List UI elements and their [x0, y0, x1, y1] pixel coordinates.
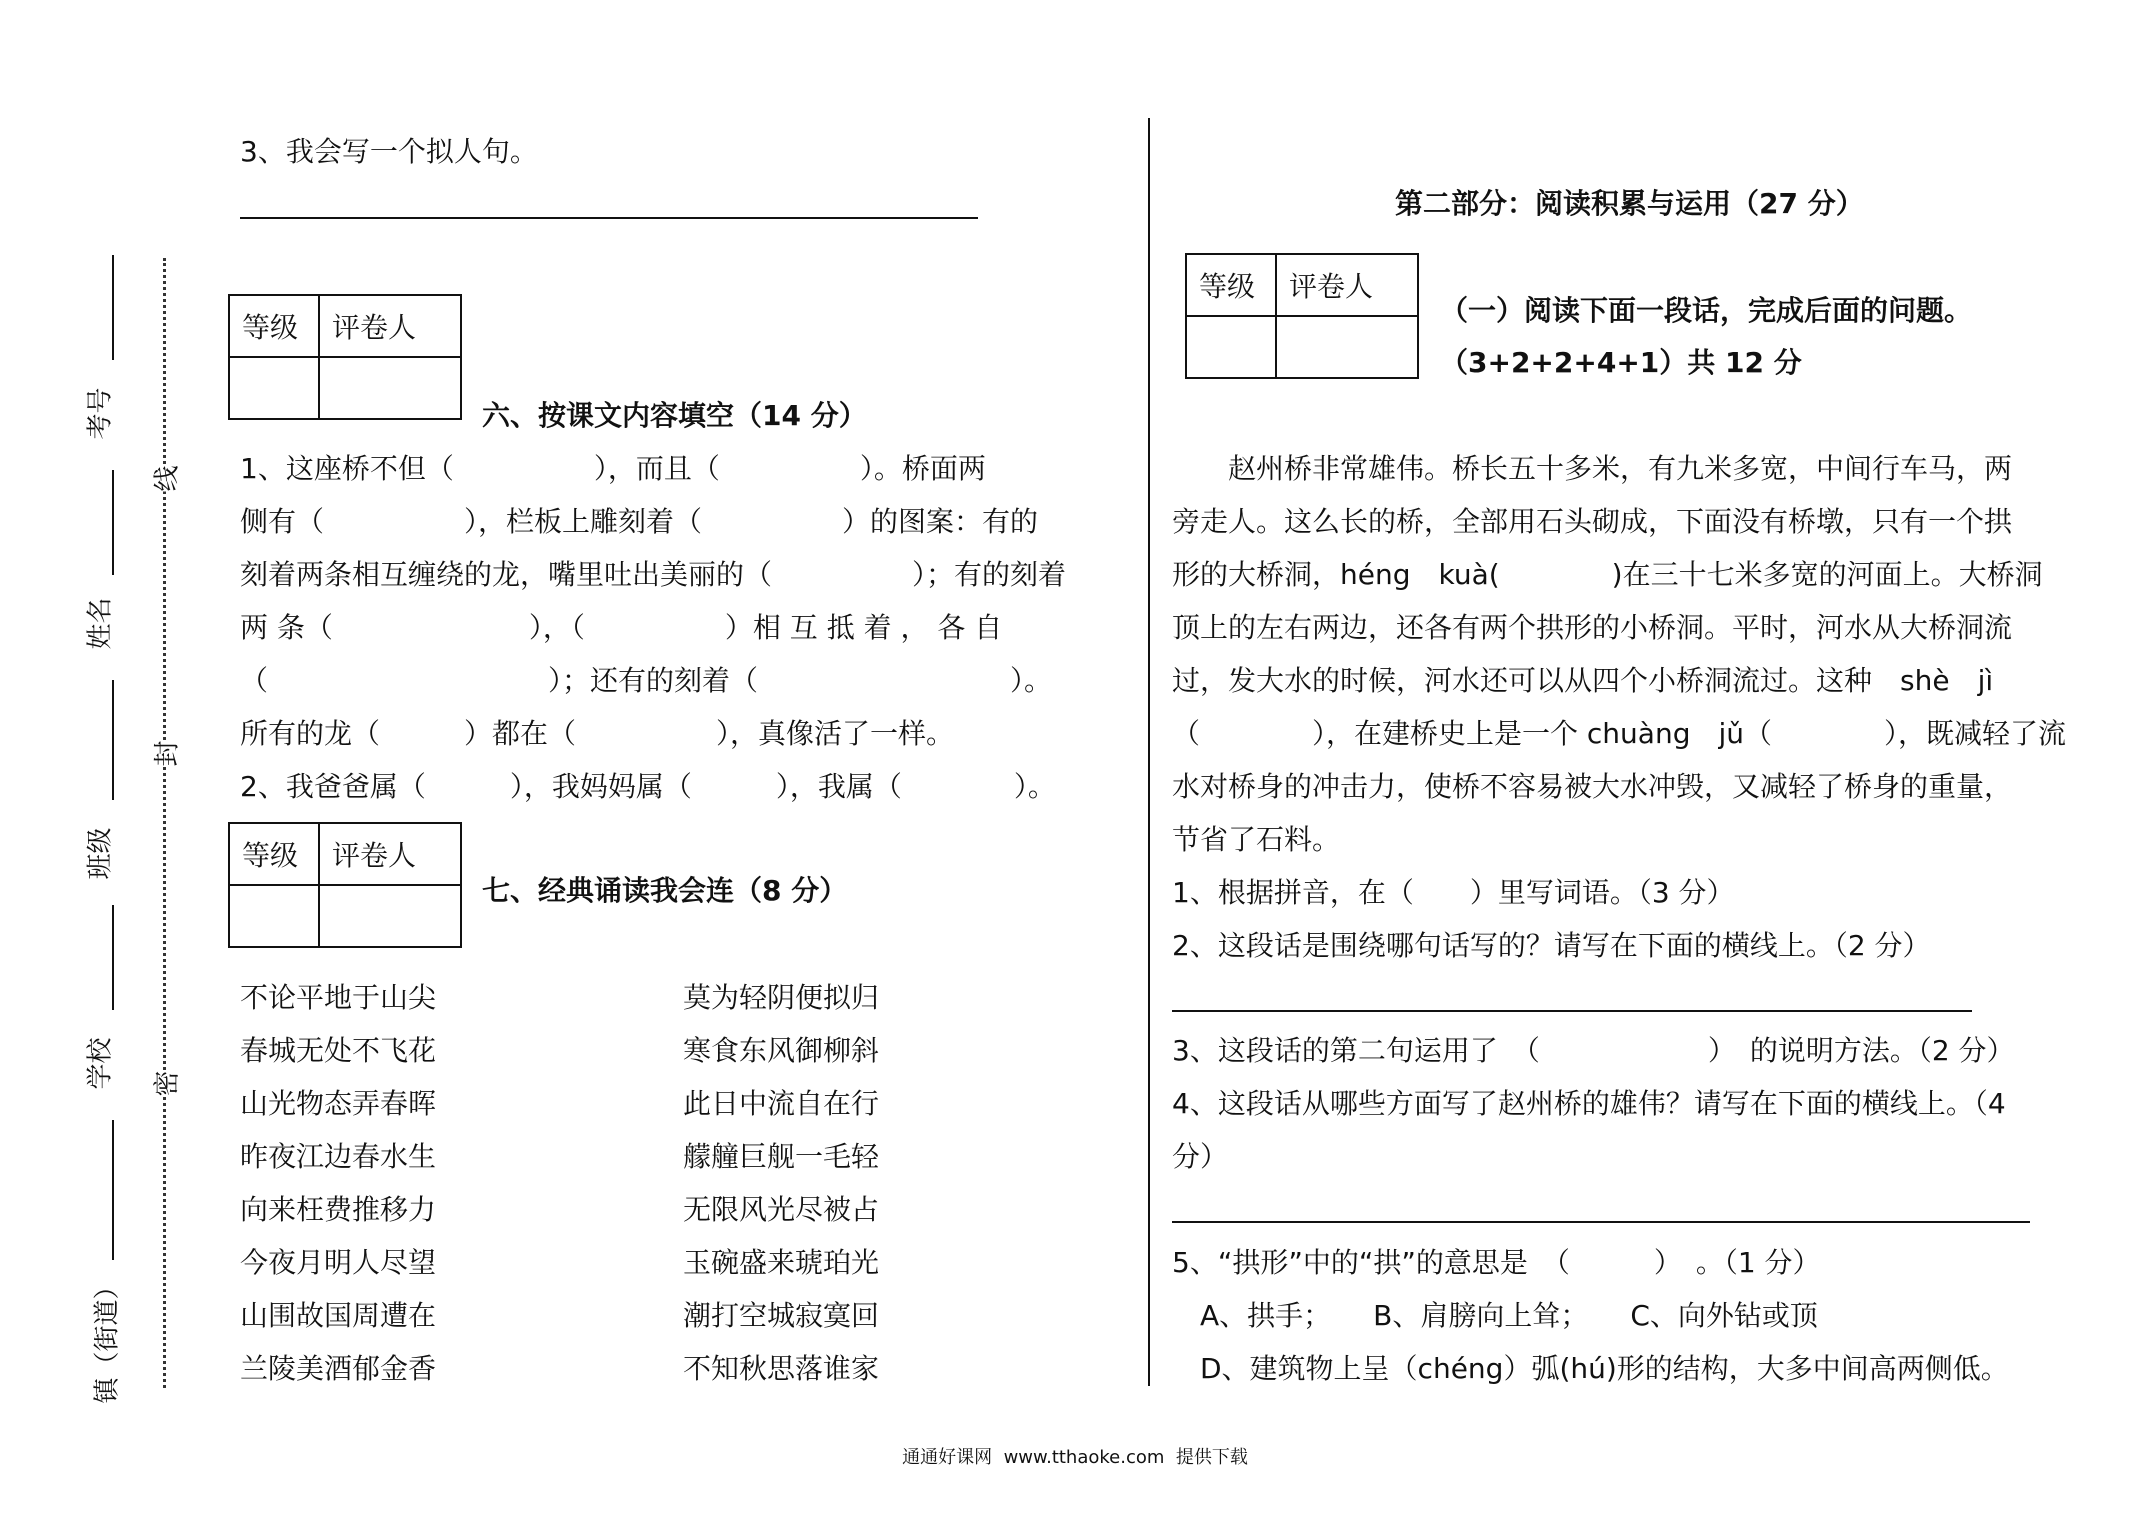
passage-line: 旁走人。这么长的桥，全部用石头砌成，下面没有桥墩，只有一个拱 [1172, 505, 2013, 538]
question-5-options-abc[interactable]: A、拱手； B、肩膀向上耸； C、向外钻或顶 [1172, 1299, 1818, 1332]
label-exam-number: 考号 [85, 387, 116, 440]
section6-line[interactable]: 两 条（ ），（ ）相 互 抵 着 ， 各 自 [240, 611, 1003, 644]
passage-line[interactable]: 形的大桥洞，héng kuà( )在三十七米多宽的河面上。大桥洞 [1172, 558, 2043, 591]
grade-header: 等级 [229, 295, 319, 357]
grade-table-section6 [228, 294, 462, 420]
reading-subtitle: （一）阅读下面一段话，完成后面的问题。 [1440, 294, 1973, 327]
answer-line-q3[interactable] [240, 217, 978, 219]
poem-line-right[interactable]: 潮打空城寂寞回 [683, 1299, 880, 1332]
grade-table-part2 [1185, 253, 1419, 379]
answer-line-q2[interactable] [1172, 1010, 1972, 1012]
section6-line[interactable]: 2、我爸爸属（ ），我妈妈属（ ），我属（ ）。 [240, 770, 1056, 803]
poem-line-left[interactable]: 兰陵美酒郁金香 [240, 1352, 437, 1385]
grade-header: 等级 [229, 823, 319, 885]
poem-line-left[interactable]: 昨夜江边春水生 [240, 1140, 437, 1173]
blank-class[interactable] [112, 680, 114, 800]
question-5-option-d[interactable]: D、建筑物上呈（chéng）弧(hú)形的结构，大多中间高两侧低。 [1172, 1352, 2009, 1385]
passage-line: 顶上的左右两边，还各有两个拱形的小桥洞。平时，河水从大桥洞流 [1172, 611, 2013, 644]
passage-line: 水对桥身的冲击力，使桥不容易被大水冲毁，又减轻了桥身的重量， [1172, 770, 2013, 803]
passage-line[interactable]: （ ），在建桥史上是一个 chuàng jǔ（ ），既减轻了流 [1172, 717, 2066, 750]
seal-mark-line: 线 [147, 465, 184, 491]
reading-question-2: 2、这段话是围绕哪句话写的？请写在下面的横线上。（2 分） [1172, 929, 1931, 962]
passage-line: 节省了石料。 [1172, 823, 1341, 856]
poem-line-right[interactable]: 玉碗盛来琥珀光 [683, 1246, 880, 1279]
poem-line-right[interactable]: 无限风光尽被占 [683, 1193, 880, 1226]
poem-line-left[interactable]: 不论平地于山尖 [240, 981, 437, 1014]
question-3-personification: 3、我会写一个拟人句。 [240, 135, 538, 168]
blank-exam-number[interactable] [112, 255, 114, 360]
blank-school[interactable] [112, 905, 114, 1010]
grader-header: 评卷人 [319, 823, 461, 885]
poem-line-right[interactable]: 不知秋思落谁家 [683, 1352, 880, 1385]
grader-cell[interactable] [1276, 316, 1418, 378]
answer-line-q4[interactable] [1172, 1221, 2030, 1223]
section6-line[interactable]: 刻着两条相互缠绕的龙，嘴里吐出美丽的（ ）；有的刻着 [240, 558, 1067, 591]
poem-line-left[interactable]: 春城无处不飞花 [240, 1034, 437, 1067]
reading-question-5[interactable]: 5、“拱形”中的“拱”的意思是 （ ） 。（1 分） [1172, 1246, 1821, 1279]
part2-title: 第二部分：阅读积累与运用（27 分） [1395, 187, 1864, 220]
section6-title: 六、按课文内容填空（14 分） [482, 399, 867, 432]
blank-name[interactable] [112, 470, 114, 575]
blank-town[interactable] [112, 1120, 114, 1260]
reading-question-4: 4、这段话从哪些方面写了赵州桥的雄伟？请写在下面的横线上。（4 [1172, 1087, 2006, 1120]
section6-line[interactable]: （ ）；还有的刻着（ ）。 [240, 664, 1053, 697]
grade-cell[interactable] [1186, 316, 1276, 378]
section6-line[interactable]: 1、这座桥不但（ ），而且（ ）。桥面两 [240, 452, 986, 485]
poem-line-left[interactable]: 山光物态弄春晖 [240, 1087, 437, 1120]
section6-line[interactable]: 侧有（ ），栏板上雕刻着（ ）的图案：有的 [240, 505, 1039, 538]
poem-line-left[interactable]: 山围故国周遭在 [240, 1299, 437, 1332]
label-class: 班级 [85, 827, 116, 880]
grader-cell[interactable] [319, 885, 461, 947]
poem-line-left[interactable]: 今夜月明人尽望 [240, 1246, 437, 1279]
label-school: 学校 [85, 1037, 116, 1090]
poem-line-right[interactable]: 艨艟巨舰一毛轻 [683, 1140, 880, 1173]
label-name: 姓名 [85, 597, 116, 650]
reading-question-4-cont: 分） [1172, 1140, 1229, 1173]
reading-question-1: 1、根据拼音，在（ ）里写词语。（3 分） [1172, 876, 1735, 909]
grader-header: 评卷人 [1276, 254, 1418, 316]
grader-header: 评卷人 [319, 295, 461, 357]
passage-line: 赵州桥非常雄伟。桥长五十多米，有九米多宽，中间行车马，两 [1172, 452, 2013, 485]
grade-cell[interactable] [229, 357, 319, 419]
label-town: 镇（街道） [92, 1273, 123, 1404]
seal-dotted-line [163, 258, 166, 1388]
poem-line-right[interactable]: 此日中流自在行 [683, 1087, 880, 1120]
grade-header: 等级 [1186, 254, 1276, 316]
poem-line-right[interactable]: 莫为轻阴便拟归 [683, 981, 880, 1014]
reading-score-breakdown: （3+2+2+4+1）共 12 分 [1440, 346, 1802, 379]
poem-line-left[interactable]: 向来枉费推移力 [240, 1193, 437, 1226]
grader-cell[interactable] [319, 357, 461, 419]
passage-line: 过，发大水的时候，河水还可以从四个小桥洞流过。这种 shè jì [1172, 664, 1994, 697]
section7-title: 七、经典诵读我会连（8 分） [482, 874, 848, 907]
grade-cell[interactable] [229, 885, 319, 947]
poem-line-right[interactable]: 寒食东风御柳斜 [683, 1034, 880, 1067]
section6-line[interactable]: 所有的龙（ ）都在（ ），真像活了一样。 [240, 717, 955, 750]
seal-mark-seal: 封 [147, 740, 184, 766]
seal-mark-secret: 密 [147, 1070, 184, 1096]
reading-question-3[interactable]: 3、这段话的第二句运用了 （ ） 的说明方法。（2 分） [1172, 1034, 2015, 1067]
grade-table-section7 [228, 822, 462, 948]
footer-watermark: 通通好课网 www.tthaoke.com 提供下载 [902, 1447, 1248, 1468]
column-divider [1148, 118, 1150, 1386]
